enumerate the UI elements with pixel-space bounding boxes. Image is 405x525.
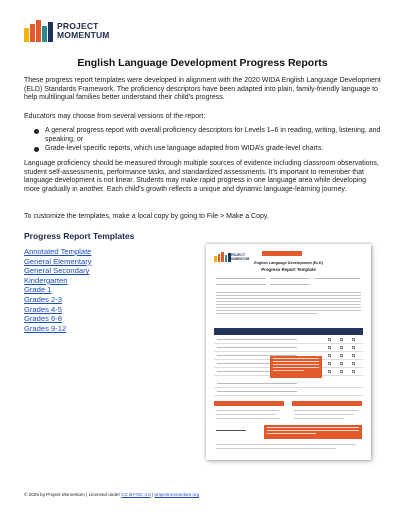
preview-callout-2: [264, 425, 362, 439]
link-grades-6-8[interactable]: Grades 6-8: [24, 314, 62, 324]
footer-text: © 2025 by Project Momentum | Licensed under: [24, 492, 122, 497]
link-kindergarten[interactable]: Kindergarten: [24, 275, 68, 285]
list-item: A general progress report with overall proficiency descriptors for Levels 1–6 in reading, writing, listening, and speaking, or: [34, 127, 382, 144]
preview-logo-text: PROJECT MOMENTUM: [229, 253, 250, 261]
proficiency-paragraph: Language proficiency should be measured through multiple sources of evidence including classroom observations, student self-assessments, performance tasks, and standardized assessments. It’s important to remember that language development is not linear. Students may make rapid progress in one language area while developing more gradually in another. Each child’s growth reflects a unique and dynamic language-learning journey.: [24, 160, 379, 193]
page-title: English Language Development Progress Reports: [77, 57, 328, 69]
customize-paragraph: To customize the templates, make a local copy by going to File > Make a Copy.: [24, 213, 269, 220]
preview-title: English Language Development (ELD): [254, 261, 323, 265]
logo-line-2: MOMENTUM: [57, 30, 110, 40]
bullet-icon: [34, 147, 39, 152]
link-general-secondary[interactable]: General Secondary: [24, 266, 90, 276]
intro-paragraph: These progress report templates were developed in alignment with the 2020 WIDA English Language Development (ELD) Standards Framework. The proficiency descriptors have been adapted into plain, family-friendly language to help multilingual families better understand their child’s progress.: [24, 77, 381, 102]
footer-separator: |: [150, 492, 155, 497]
link-general-elementary[interactable]: General Elementary: [24, 256, 92, 266]
link-annotated-template[interactable]: Annotated Template: [24, 247, 92, 256]
link-grades-4-5[interactable]: Grades 4-5: [24, 304, 62, 314]
versions-list: [34, 127, 382, 155]
template-preview-image: [206, 244, 371, 460]
preview-callout: [270, 356, 322, 378]
preview-subtitle: Progress Report Template: [261, 267, 316, 272]
license-link[interactable]: CC BY-NC 4.0: [121, 492, 151, 497]
preview-tag: [262, 251, 302, 256]
templates-list: [24, 247, 92, 333]
link-grades-9-12[interactable]: Grades 9-12: [24, 323, 67, 333]
list-item: Grade-level specific reports, which use language adapted from WIDA’s grade-level charts.: [34, 145, 382, 154]
link-grades-2-3[interactable]: Grades 2-3: [24, 294, 62, 304]
preview-table-header: [214, 328, 363, 335]
project-momentum-logo: [24, 20, 110, 42]
preview-body-text: [216, 292, 361, 316]
templates-heading: Progress Report Templates: [24, 231, 135, 241]
logo-line-1: PROJECT: [57, 21, 99, 31]
footer: [24, 492, 199, 497]
site-link[interactable]: projectmomentum.org: [154, 492, 200, 497]
bullet-icon: [34, 129, 39, 134]
versions-intro: Educators may choose from several versions of the report:: [24, 113, 206, 120]
logo-bars-icon: [24, 20, 53, 42]
link-grade-1[interactable]: Grade 1: [24, 285, 52, 295]
